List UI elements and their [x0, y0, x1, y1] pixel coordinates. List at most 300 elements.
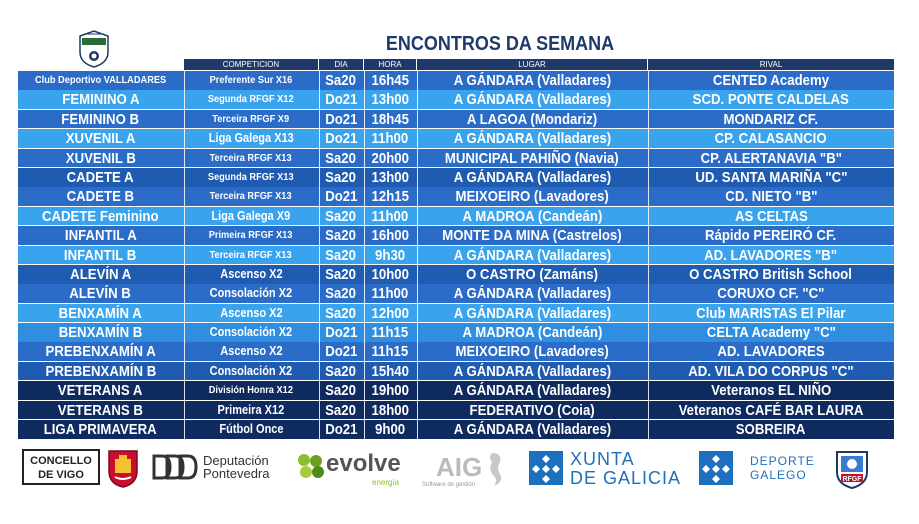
competition-cell: [184, 187, 318, 206]
rival-cell-text: SCD. PONTE CALDELAS: [692, 91, 850, 109]
place-cell: [417, 284, 647, 303]
day-cell-text: Sa20: [325, 246, 357, 264]
day-cell-text: Sa20: [325, 72, 357, 89]
time-cell-text: 15h40: [371, 362, 409, 380]
day-cell: [319, 246, 363, 265]
rival-cell-text: SOBREIRA: [736, 421, 806, 439]
column-divider: [417, 129, 418, 148]
table-row: [18, 401, 894, 420]
competition-cell: [184, 342, 318, 361]
rfgf-shield-icon: [834, 448, 870, 490]
team-cell-text: ALEVÍN B: [69, 285, 132, 303]
place-cell: [417, 71, 647, 90]
column-divider: [319, 246, 320, 265]
team-cell-text: CADETE A: [67, 168, 134, 186]
deputacion-text: [203, 454, 270, 480]
day-cell: [319, 187, 363, 206]
team-cell-text: CADETE B: [66, 188, 135, 206]
rival-cell-text: CP. ALERTANAVIA "B": [700, 149, 842, 167]
competition-cell-text: Terceira RFGF X13: [209, 190, 293, 203]
time-cell: [364, 246, 416, 265]
competition-cell-text: Ascenso X2: [219, 266, 283, 281]
column-divider: [648, 246, 649, 265]
team-cell: [18, 420, 183, 439]
column-divider: [184, 246, 185, 265]
header-rival: RIVAL: [648, 59, 894, 70]
club-crest-logo: [78, 30, 110, 68]
competition-cell: [184, 207, 318, 226]
header-place: LUGAR: [417, 59, 647, 70]
day-cell-text: Do21: [324, 188, 358, 206]
column-divider: [364, 420, 365, 439]
place-cell: [417, 246, 647, 265]
table-row: [18, 129, 894, 148]
rival-cell-text: O CASTRO British School: [689, 265, 853, 283]
column-divider: [648, 401, 649, 420]
time-cell: [364, 304, 416, 323]
competition-cell-text: Ascenso X2: [219, 344, 283, 359]
time-cell-text: 18h45: [371, 110, 409, 128]
place-cell-text: O CASTRO (Zamáns): [465, 265, 598, 283]
day-cell-text: Sa20: [325, 285, 357, 303]
day-cell-text: Do21: [324, 91, 358, 109]
column-divider: [319, 168, 320, 187]
column-divider: [364, 207, 365, 226]
team-cell-text: PREBENXAMÍN A: [45, 343, 156, 361]
rival-cell: [648, 265, 894, 284]
team-cell-text: INFANTIL B: [64, 246, 137, 264]
column-divider: [319, 226, 320, 245]
place-cell-text: A GÁNDARA (Valladares): [453, 285, 611, 303]
place-cell-text: MEIXOEIRO (Lavadores): [455, 343, 609, 361]
day-cell: [319, 168, 363, 187]
column-divider: [417, 207, 418, 226]
place-cell: [417, 265, 647, 284]
place-cell: [417, 323, 647, 342]
column-divider: [364, 90, 365, 109]
competition-cell-text: Terceira RFGF X13: [209, 248, 293, 261]
column-divider: [648, 71, 649, 90]
column-divider: [184, 362, 185, 381]
team-cell-text: LIGA PRIMAVERA: [44, 421, 157, 439]
rival-cell-text: CP. CALASANCIO: [715, 130, 827, 148]
column-divider: [184, 284, 185, 303]
place-cell-text: A GÁNDARA (Valladares): [453, 72, 611, 89]
rival-cell-text: Rápido PEREIRÓ CF.: [705, 227, 837, 245]
column-divider: [417, 246, 418, 265]
column-divider: [417, 323, 418, 342]
column-divider: [364, 71, 365, 90]
rival-cell: [648, 362, 894, 381]
table-row: [18, 71, 894, 90]
team-cell-text: INFANTIL A: [64, 227, 137, 245]
rival-cell: [648, 401, 894, 420]
deporte-line2: GALEGO: [750, 468, 807, 482]
time-cell: [364, 110, 416, 129]
column-divider: [319, 401, 320, 420]
competition-cell-text: Fútbol Once: [218, 422, 284, 437]
place-cell: [417, 187, 647, 206]
deporte-galego-shield-icon: [698, 450, 734, 486]
team-cell-text: CADETE Feminino: [42, 207, 159, 225]
rival-cell-text: AS CELTAS: [734, 207, 808, 225]
header-day: DIA: [319, 59, 363, 70]
column-divider: [417, 265, 418, 284]
column-divider: [184, 323, 185, 342]
rival-cell: [648, 71, 894, 90]
day-cell: [319, 149, 363, 168]
rival-cell-text: AD. LAVADORES: [717, 343, 825, 361]
table-row: [18, 246, 894, 265]
column-divider: [184, 207, 185, 226]
team-cell-text: PREBENXAMÍN B: [45, 362, 156, 380]
day-cell-text: Sa20: [325, 207, 357, 225]
column-divider: [319, 420, 320, 439]
day-cell: [319, 381, 363, 400]
table-row: [18, 207, 894, 226]
column-divider: [364, 149, 365, 168]
day-cell: [319, 265, 363, 284]
place-cell: [417, 207, 647, 226]
day-cell: [319, 362, 363, 381]
rival-cell: [648, 304, 894, 323]
column-divider: [184, 420, 185, 439]
time-cell-text: 12h15: [371, 188, 409, 206]
header-time: HORA: [364, 59, 416, 70]
column-divider: [184, 381, 185, 400]
column-divider: [184, 304, 185, 323]
rival-cell-text: UD. SANTA MARIÑA "C": [694, 168, 848, 186]
place-cell: [417, 401, 647, 420]
place-cell: [417, 381, 647, 400]
column-divider: [417, 110, 418, 129]
column-divider: [319, 362, 320, 381]
table-row: [18, 149, 894, 168]
rival-cell: [648, 149, 894, 168]
team-cell-text: XUVENIL A: [65, 130, 136, 148]
day-cell-text: Sa20: [325, 168, 357, 186]
rival-cell-text: CELTA Academy "C": [706, 324, 836, 342]
competition-cell-text: Terceira RFGF X9: [212, 112, 290, 125]
time-cell-text: 12h00: [371, 304, 409, 322]
aig-sub-text: Software de gestión: [422, 482, 476, 488]
team-cell: [18, 207, 183, 226]
rival-cell: [648, 381, 894, 400]
column-divider: [648, 168, 649, 187]
column-divider: [648, 381, 649, 400]
place-cell-text: A GÁNDARA (Valladares): [453, 130, 611, 148]
column-divider: [648, 90, 649, 109]
column-divider: [319, 110, 320, 129]
day-cell: [319, 401, 363, 420]
column-divider: [184, 226, 185, 245]
competition-cell: [184, 362, 318, 381]
day-cell: [319, 323, 363, 342]
time-cell: [364, 342, 416, 361]
place-cell: [417, 110, 647, 129]
column-divider: [364, 284, 365, 303]
day-cell-text: Sa20: [325, 362, 357, 380]
time-cell: [364, 71, 416, 90]
time-cell: [364, 226, 416, 245]
place-cell-text: MUNICIPAL PAHIÑO (Navia): [445, 149, 619, 167]
concello-line1: CONCELLO: [30, 455, 92, 467]
place-cell-text: A MADROA (Candeán): [462, 207, 602, 225]
rival-cell: [648, 246, 894, 265]
day-cell: [319, 110, 363, 129]
team-cell-text: XUVENIL B: [65, 149, 136, 167]
time-cell: [364, 381, 416, 400]
aig-text: AIG: [436, 452, 483, 482]
column-divider: [319, 304, 320, 323]
column-divider: [319, 207, 320, 226]
column-divider: [364, 265, 365, 284]
competition-cell: [184, 110, 318, 129]
time-cell-text: 9h00: [374, 421, 406, 439]
deporte-galego-text: [750, 454, 815, 482]
column-divider: [648, 342, 649, 361]
team-cell: [18, 110, 183, 129]
column-divider: [364, 342, 365, 361]
rival-cell-text: Club MARISTAS El Pilar: [696, 304, 846, 322]
competition-cell: [184, 265, 318, 284]
table-row: [18, 168, 894, 187]
team-cell: [18, 149, 183, 168]
rival-cell-text: CORUXO CF. "C": [717, 285, 825, 303]
column-divider: [648, 129, 649, 148]
column-divider: [364, 362, 365, 381]
day-cell-text: Sa20: [325, 227, 357, 245]
table-row: [18, 226, 894, 245]
day-cell: [319, 129, 363, 148]
column-divider: [648, 226, 649, 245]
competition-cell: [184, 246, 318, 265]
rival-cell: [648, 207, 894, 226]
column-divider: [417, 90, 418, 109]
day-cell: [319, 304, 363, 323]
rival-cell-text: CENTED Academy: [712, 72, 830, 89]
column-divider: [364, 401, 365, 420]
competition-cell: [184, 90, 318, 109]
time-cell-text: 9h30: [374, 246, 406, 264]
column-divider: [364, 168, 365, 187]
team-cell-text: BENXAMÍN B: [58, 324, 143, 342]
competition-cell-text: Preferente Sur X16: [209, 74, 293, 86]
time-cell: [364, 129, 416, 148]
column-divider: [184, 168, 185, 187]
time-cell-text: 11h00: [371, 130, 409, 148]
evolve-sub-text: energía: [372, 478, 400, 487]
column-divider: [319, 149, 320, 168]
team-cell: [18, 90, 183, 109]
column-divider: [417, 381, 418, 400]
competition-cell-text: Primeira RFGF X13: [209, 229, 293, 242]
column-divider: [648, 110, 649, 129]
day-cell-text: Do21: [324, 421, 358, 439]
time-cell: [364, 187, 416, 206]
page-title: ENCONTROS DA SEMANA: [385, 33, 615, 55]
column-divider: [319, 129, 320, 148]
place-cell-text: FEDERATIVO (Coia): [469, 401, 595, 419]
competition-cell: [184, 168, 318, 187]
time-cell-text: 11h15: [371, 343, 409, 361]
column-divider: [184, 265, 185, 284]
place-cell: [417, 149, 647, 168]
column-divider: [364, 187, 365, 206]
column-divider: [417, 304, 418, 323]
place-cell-text: A GÁNDARA (Valladares): [453, 246, 611, 264]
sponsors-bar: [0, 444, 919, 524]
competition-cell: [184, 284, 318, 303]
place-cell-text: A GÁNDARA (Valladares): [453, 421, 611, 439]
rival-cell-text: Veteranos EL NIÑO: [710, 382, 832, 400]
column-divider: [319, 284, 320, 303]
column-divider: [364, 246, 365, 265]
column-divider: [184, 110, 185, 129]
competition-cell-text: Primeira X12: [217, 402, 285, 417]
time-cell: [364, 284, 416, 303]
competition-cell-text: Ascenso X2: [219, 305, 283, 320]
day-cell: [319, 420, 363, 439]
column-divider: [417, 284, 418, 303]
team-cell-text: BENXAMÍN A: [58, 304, 143, 322]
competition-cell: [184, 129, 318, 148]
column-divider: [417, 401, 418, 420]
column-divider: [184, 71, 185, 90]
column-divider: [184, 342, 185, 361]
time-cell-text: 16h45: [371, 72, 409, 89]
competition-cell-text: Consolación X2: [209, 286, 293, 301]
team-cell: [18, 323, 183, 342]
team-cell: [18, 284, 183, 303]
rival-cell: [648, 90, 894, 109]
rival-cell-text: Veteranos CAFÉ BAR LAURA: [678, 401, 864, 419]
competition-cell-text: División Honra X12: [208, 384, 294, 397]
competition-cell: [184, 226, 318, 245]
rival-cell-text: AD. VILA DO CORPUS "C": [688, 362, 854, 380]
rival-cell: [648, 187, 894, 206]
team-cell: [18, 246, 183, 265]
competition-cell-text: Terceira RFGF X13: [209, 151, 293, 164]
rival-cell: [648, 226, 894, 245]
column-divider: [319, 90, 320, 109]
seahorse-icon: [484, 450, 506, 488]
team-cell: [18, 362, 183, 381]
team-cell: [18, 381, 183, 400]
day-cell-text: Do21: [324, 324, 358, 342]
column-divider: [417, 149, 418, 168]
deputacion-line1: Deputación: [203, 453, 269, 468]
time-cell: [364, 362, 416, 381]
time-cell: [364, 149, 416, 168]
table-row: [18, 323, 894, 342]
column-divider: [184, 149, 185, 168]
day-cell-text: Sa20: [325, 304, 357, 322]
table-row: [18, 304, 894, 323]
competition-cell-text: Segunda RFGF X12: [208, 93, 294, 106]
place-cell-text: A GÁNDARA (Valladares): [453, 168, 611, 186]
evolve-leaf-icon: [296, 452, 326, 480]
column-divider: [648, 265, 649, 284]
column-divider: [648, 304, 649, 323]
column-divider: [364, 110, 365, 129]
competition-cell: [184, 401, 318, 420]
place-cell: [417, 420, 647, 439]
table-row: [18, 362, 894, 381]
day-cell-text: Do21: [324, 130, 358, 148]
column-divider: [319, 71, 320, 90]
competition-cell: [184, 71, 318, 90]
day-cell: [319, 71, 363, 90]
place-cell: [417, 90, 647, 109]
time-cell: [364, 207, 416, 226]
team-cell-text: ALEVÍN A: [69, 265, 132, 283]
day-cell: [319, 207, 363, 226]
column-divider: [417, 342, 418, 361]
competition-cell-text: Consolación X2: [209, 363, 293, 378]
header-competition: COMPETICION: [184, 59, 318, 70]
day-cell: [319, 226, 363, 245]
place-cell: [417, 168, 647, 187]
competition-cell-text: Consolación X2: [209, 325, 293, 340]
xunta-text: [570, 450, 681, 488]
day-cell-text: Sa20: [325, 401, 357, 419]
team-cell: [18, 187, 183, 206]
rival-cell: [648, 129, 894, 148]
column-divider: [648, 207, 649, 226]
deputacion-logo-icon: [152, 454, 198, 480]
time-cell-text: 11h15: [371, 324, 409, 342]
place-cell-text: A GÁNDARA (Valladares): [453, 362, 611, 380]
column-divider: [648, 284, 649, 303]
team-cell: [18, 304, 183, 323]
column-divider: [319, 265, 320, 284]
column-divider: [319, 381, 320, 400]
column-divider: [417, 187, 418, 206]
table-row: [18, 110, 894, 129]
rival-cell-text: MONDARIZ CF.: [723, 110, 819, 128]
time-cell-text: 18h00: [371, 401, 409, 419]
column-divider: [184, 401, 185, 420]
competition-cell-text: Liga Galega X9: [211, 208, 291, 223]
place-cell-text: A GÁNDARA (Valladares): [453, 91, 611, 109]
team-cell: [18, 265, 183, 284]
competition-cell: [184, 304, 318, 323]
rival-cell: [648, 168, 894, 187]
team-cell-text: VETERANS A: [58, 382, 143, 400]
time-cell: [364, 168, 416, 187]
team-cell: [18, 226, 183, 245]
rival-cell: [648, 284, 894, 303]
column-divider: [184, 187, 185, 206]
place-cell: [417, 304, 647, 323]
table-row: [18, 90, 894, 109]
team-cell-text: FEMININO A: [61, 91, 140, 109]
time-cell-text: 20h00: [371, 149, 409, 167]
column-divider: [648, 420, 649, 439]
team-cell: [18, 401, 183, 420]
column-divider: [364, 304, 365, 323]
day-cell-text: Do21: [324, 110, 358, 128]
time-cell-text: 10h00: [371, 265, 409, 283]
team-cell: [18, 71, 183, 90]
concello-vigo-logo: [22, 449, 100, 485]
time-cell-text: 16h00: [371, 227, 409, 245]
day-cell-text: Sa20: [325, 265, 357, 283]
place-cell-text: A GÁNDARA (Valladares): [453, 382, 611, 400]
place-cell-text: MONTE DA MINA (Castrelos): [442, 227, 622, 245]
team-cell-text: VETERANS B: [57, 401, 144, 419]
